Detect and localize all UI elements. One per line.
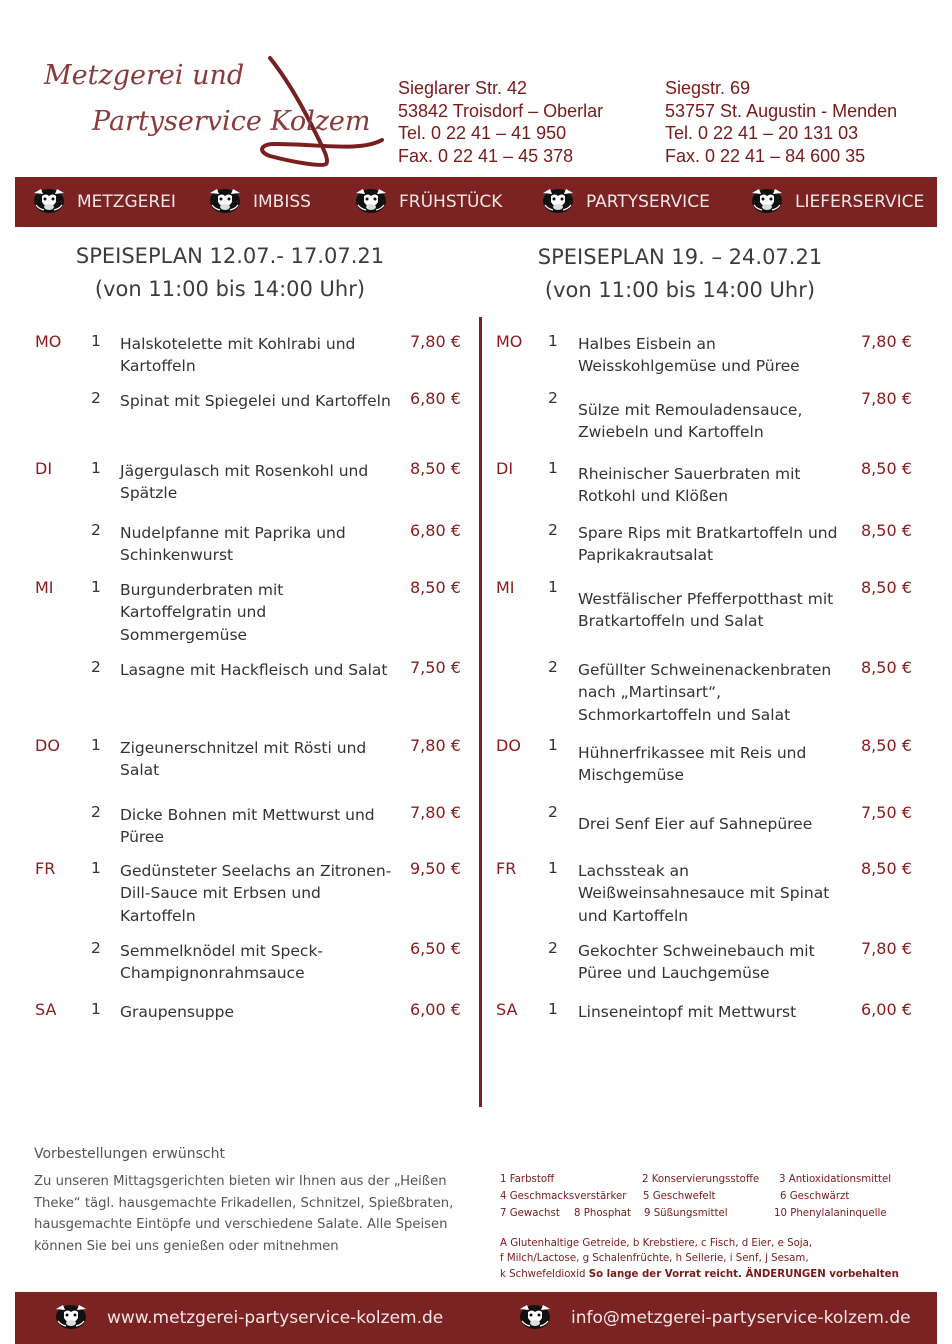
dish-price: 8,50 €	[861, 459, 912, 478]
stock-notice: So lange der Vorrat reicht. ÄNDERUNGEN vorbehalten	[588, 1268, 899, 1280]
dish-price: 8,50 €	[861, 736, 912, 755]
dish-number: 1	[91, 736, 101, 754]
dish-line: Püree und Lauchgemüse	[578, 964, 770, 983]
dish-name	[578, 742, 853, 787]
address-augustin	[665, 77, 897, 167]
service-label: LIEFERSERVICE	[795, 192, 925, 212]
day-label: MO	[35, 332, 62, 351]
dish-line: Weißweinsahnesauce mit Spinat	[578, 884, 830, 903]
dish-line: Bratkartoffeln und Salat	[578, 612, 764, 631]
dish-name	[120, 737, 400, 782]
dish-line: Linseneintopf mit Mettwurst	[578, 1003, 797, 1021]
dish-price: 8,50 €	[410, 578, 461, 597]
dish-line: Spätzle	[120, 484, 178, 503]
day-label: FR	[35, 859, 56, 878]
dish-number: 2	[548, 658, 558, 676]
service-imbiss	[207, 177, 311, 227]
day-label: SA	[35, 1000, 57, 1019]
dish-name	[120, 1001, 400, 1023]
week2-title: SPEISEPLAN 19. – 24.07.21	[537, 245, 823, 269]
dish-price: 7,80 €	[861, 939, 912, 958]
dish-line: Jägergulasch mit Rosenkohl und	[120, 462, 369, 480]
dish-price: 8,50 €	[861, 658, 912, 677]
dish-price: 7,80 €	[861, 389, 912, 408]
dish-line: Gedünsteter Seelachs an Zitronen-	[120, 862, 392, 880]
additive: 5 Geschwefelt	[643, 1191, 716, 1202]
dish-line: Sülze mit Remouladensauce,	[578, 401, 803, 419]
dish-line: Burgunderbraten mit	[120, 581, 284, 599]
dish-line: Zwiebeln und Kartoffeln	[578, 423, 764, 442]
dish-line: Gefüllter Schweinenackenbraten	[578, 661, 832, 679]
dish-number: 2	[548, 521, 558, 539]
week1-title: SPEISEPLAN 12.07.- 17.07.21	[75, 244, 385, 268]
dish-price: 8,50 €	[861, 578, 912, 597]
cow-icon	[749, 185, 785, 220]
website-link[interactable]	[53, 1292, 443, 1344]
dish-line: Weisskohlgemüse und Püree	[578, 357, 800, 376]
email-link[interactable]	[517, 1292, 911, 1344]
cow-icon	[353, 185, 389, 220]
dish-number: 1	[91, 578, 101, 596]
dish-number: 1	[91, 1000, 101, 1018]
cow-icon	[207, 185, 243, 220]
dish-number: 2	[548, 389, 558, 407]
dish-name	[578, 813, 853, 835]
logo-text-line1: Metzgerei und	[44, 60, 245, 91]
service-metzgerei	[31, 177, 176, 227]
dish-line: und Kartoffeln	[578, 906, 689, 925]
dish-price: 8,50 €	[410, 459, 461, 478]
dish-name	[578, 1001, 853, 1023]
dish-number: 2	[91, 939, 101, 957]
column-divider	[479, 317, 482, 1107]
additive: 8 Phosphat	[574, 1208, 632, 1219]
dish-line: Westfälischer Pfefferpotthast mit	[578, 590, 834, 608]
dish-number: 1	[548, 332, 558, 350]
preorder-heading: Vorbestellungen erwünscht	[34, 1146, 225, 1162]
dish-number: 1	[91, 459, 101, 477]
dish-line: Schinkenwurst	[120, 546, 234, 565]
dish-price: 6,80 €	[410, 389, 461, 408]
week2-hours: (von 11:00 bis 14:00 Uhr)	[544, 278, 816, 302]
dish-name	[578, 588, 853, 633]
additive: 3 Antioxidationsmittel	[779, 1174, 892, 1185]
service-bar	[15, 177, 937, 227]
week2-heading	[490, 241, 870, 307]
dish-name	[120, 940, 400, 985]
dish-number: 2	[548, 803, 558, 821]
day-label: DI	[496, 459, 514, 478]
day-label: MI	[35, 578, 54, 597]
dish-line: Lasagne mit Hackfleisch und Salat	[120, 661, 388, 679]
dish-name	[120, 522, 400, 567]
dish-name	[578, 659, 853, 726]
service-label: PARTYSERVICE	[586, 192, 710, 212]
address-city: 53842 Troisdorf – Oberlar	[398, 100, 604, 121]
day-label: DI	[35, 459, 53, 478]
day-label: SA	[496, 1000, 518, 1019]
cow-icon	[517, 1301, 553, 1336]
dish-line: Halskotelette mit Kohlrabi und	[120, 335, 356, 353]
dish-price: 7,50 €	[861, 803, 912, 822]
email-text[interactable]: info@metzgerei-partyservice-kolzem.de	[571, 1308, 911, 1328]
additive: 6 Geschwärzt	[780, 1191, 850, 1202]
dish-line: Mischgemüse	[578, 766, 685, 785]
dish-price: 7,50 €	[410, 658, 461, 677]
dish-name	[120, 460, 400, 505]
allergens-line-text: k Schwefeldioxid	[500, 1268, 586, 1280]
dish-name	[120, 333, 400, 378]
dish-line: Hühnerfrikassee mit Reis und	[578, 744, 807, 762]
dish-line: Graupensuppe	[120, 1003, 235, 1021]
dish-price: 9,50 €	[410, 859, 461, 878]
additives-row	[500, 1206, 920, 1223]
cow-icon	[540, 185, 576, 220]
cow-icon	[31, 185, 67, 220]
dish-line: Spinat mit Spiegelei und Kartoffeln	[120, 392, 391, 410]
dish-line: Salat	[120, 761, 160, 780]
dish-line: Rotkohl und Klößen	[578, 487, 729, 506]
dish-name	[578, 399, 853, 444]
dish-price: 7,80 €	[410, 803, 461, 822]
dish-line: Champignonrahmsauce	[120, 964, 305, 983]
dish-number: 1	[548, 859, 558, 877]
dish-price: 6,50 €	[410, 939, 461, 958]
dish-name	[578, 940, 853, 985]
dish-name	[578, 522, 853, 567]
dish-name	[578, 333, 853, 378]
day-label: DO	[35, 736, 60, 755]
dish-price: 8,50 €	[861, 859, 912, 878]
allergens-line	[500, 1267, 920, 1282]
dish-line: Paprikakrautsalat	[578, 546, 714, 565]
address-tel: Tel. 0 22 41 – 41 950	[398, 123, 567, 143]
day-label: MO	[496, 332, 523, 351]
dish-line: Sommergemüse	[120, 625, 248, 644]
website-text[interactable]: www.metzgerei-partyservice-kolzem.de	[107, 1308, 444, 1328]
service-partyservice	[540, 177, 710, 227]
dish-name	[120, 659, 400, 681]
additive: 7 Gewachst	[500, 1208, 560, 1219]
dish-line: Zigeunerschnitzel mit Rösti und	[120, 739, 367, 757]
address-city: 53757 St. Augustin - Menden	[665, 100, 898, 121]
logo-text-line2: Partyservice Kolzem	[92, 106, 371, 137]
dish-number: 1	[548, 459, 558, 477]
cow-icon	[53, 1301, 89, 1336]
dish-name	[120, 579, 400, 646]
dish-line: Halbes Eisbein an	[578, 335, 716, 353]
dish-line: Spare Rips mit Bratkartoffeln und	[578, 524, 838, 542]
contact-bar	[15, 1292, 937, 1344]
dish-number: 1	[548, 736, 558, 754]
dish-number: 2	[548, 939, 558, 957]
additive: 4 Geschmacksverstärker	[500, 1191, 627, 1202]
additives-list	[500, 1172, 920, 1223]
address-troisdorf	[398, 77, 603, 167]
info-text: Zu unseren Mittagsgerichten bieten wir Ihnen aus der „Heißen Theke“ tägl. hausgemachte Frikadellen, Schnitzel, Spießbraten, hausgemachte Eintöpfe und verschiedene Salate. Alle Speisen können Sie bei uns genießen oder mitnehmen	[34, 1174, 454, 1254]
dish-number: 1	[548, 1000, 558, 1018]
dish-price: 7,80 €	[410, 332, 461, 351]
dish-price: 7,80 €	[861, 332, 912, 351]
dish-line: Dill-Sauce mit Erbsen und	[120, 884, 321, 903]
additives-row	[500, 1172, 920, 1189]
additive: 10 Phenylalaninquelle	[774, 1208, 887, 1219]
dish-line: Nudelpfanne mit Paprika und	[120, 524, 346, 542]
dish-line: Püree	[120, 828, 165, 847]
dish-number: 2	[91, 658, 101, 676]
dish-name	[120, 804, 400, 849]
additive: 9 Süßungsmittel	[644, 1208, 728, 1219]
week1-heading	[40, 240, 420, 306]
day-label: MI	[496, 578, 515, 597]
service-lieferservice	[749, 177, 924, 227]
additive: 1 Farbstoff	[500, 1174, 555, 1185]
allergens-line: A Glutenhaltige Getreide, b Krebstiere, c Fisch, d Eier, e Soja,	[500, 1238, 813, 1249]
service-fruehstueck	[353, 177, 502, 227]
dish-name	[120, 390, 400, 412]
dish-line: Drei Senf Eier auf Sahnepüree	[578, 815, 813, 833]
service-label: FRÜHSTÜCK	[399, 192, 503, 212]
week1-hours: (von 11:00 bis 14:00 Uhr)	[94, 277, 366, 301]
dish-price: 6,00 €	[861, 1000, 912, 1019]
dish-name	[578, 860, 853, 927]
dish-line: Schmorkartoffeln und Salat	[578, 705, 791, 724]
dish-line: Semmelknödel mit Speck-	[120, 942, 324, 960]
address-tel: Tel. 0 22 41 – 20 131 03	[665, 123, 859, 143]
dish-number: 2	[91, 803, 101, 821]
address-fax: Fax. 0 22 41 – 84 600 35	[665, 145, 866, 166]
address-street: Sieglarer Str. 42	[398, 78, 528, 98]
dish-line: Kartoffeln	[120, 357, 196, 376]
dish-line: Rheinischer Sauerbraten mit	[578, 465, 801, 483]
dish-name	[578, 463, 853, 508]
dish-price: 7,80 €	[410, 736, 461, 755]
allergens-line: f Milch/Lactose, g Schalenfrüchte, h Sellerie, i Senf, j Sesam,	[500, 1253, 809, 1265]
service-label: METZGEREI	[77, 192, 176, 212]
additives-row	[500, 1189, 920, 1206]
dish-number: 1	[91, 332, 101, 350]
dish-number: 2	[91, 389, 101, 407]
logo	[30, 52, 390, 170]
dish-number: 1	[91, 859, 101, 877]
address-street: Siegstr. 69	[665, 78, 751, 98]
dish-price: 8,50 €	[861, 521, 912, 540]
day-label: FR	[496, 859, 517, 878]
dish-line: nach „Martinsart“,	[578, 683, 722, 702]
dish-number: 1	[548, 578, 558, 596]
allergens-list	[500, 1236, 920, 1282]
day-label: DO	[496, 736, 521, 755]
address-fax: Fax. 0 22 41 – 45 378	[398, 145, 574, 166]
dish-line: Dicke Bohnen mit Mettwurst und	[120, 806, 375, 824]
service-label: IMBISS	[253, 192, 311, 212]
dish-number: 2	[91, 521, 101, 539]
dish-line: Gekochter Schweinebauch mit	[578, 942, 815, 960]
dish-price: 6,00 €	[410, 1000, 461, 1019]
dish-line: Lachssteak an	[578, 862, 689, 880]
dish-price: 6,80 €	[410, 521, 461, 540]
additive: 2 Konservierungsstoffe	[642, 1174, 760, 1185]
dish-line: Kartoffelgratin und	[120, 603, 267, 622]
dish-line: Kartoffeln	[120, 906, 196, 925]
dish-name	[120, 860, 400, 927]
